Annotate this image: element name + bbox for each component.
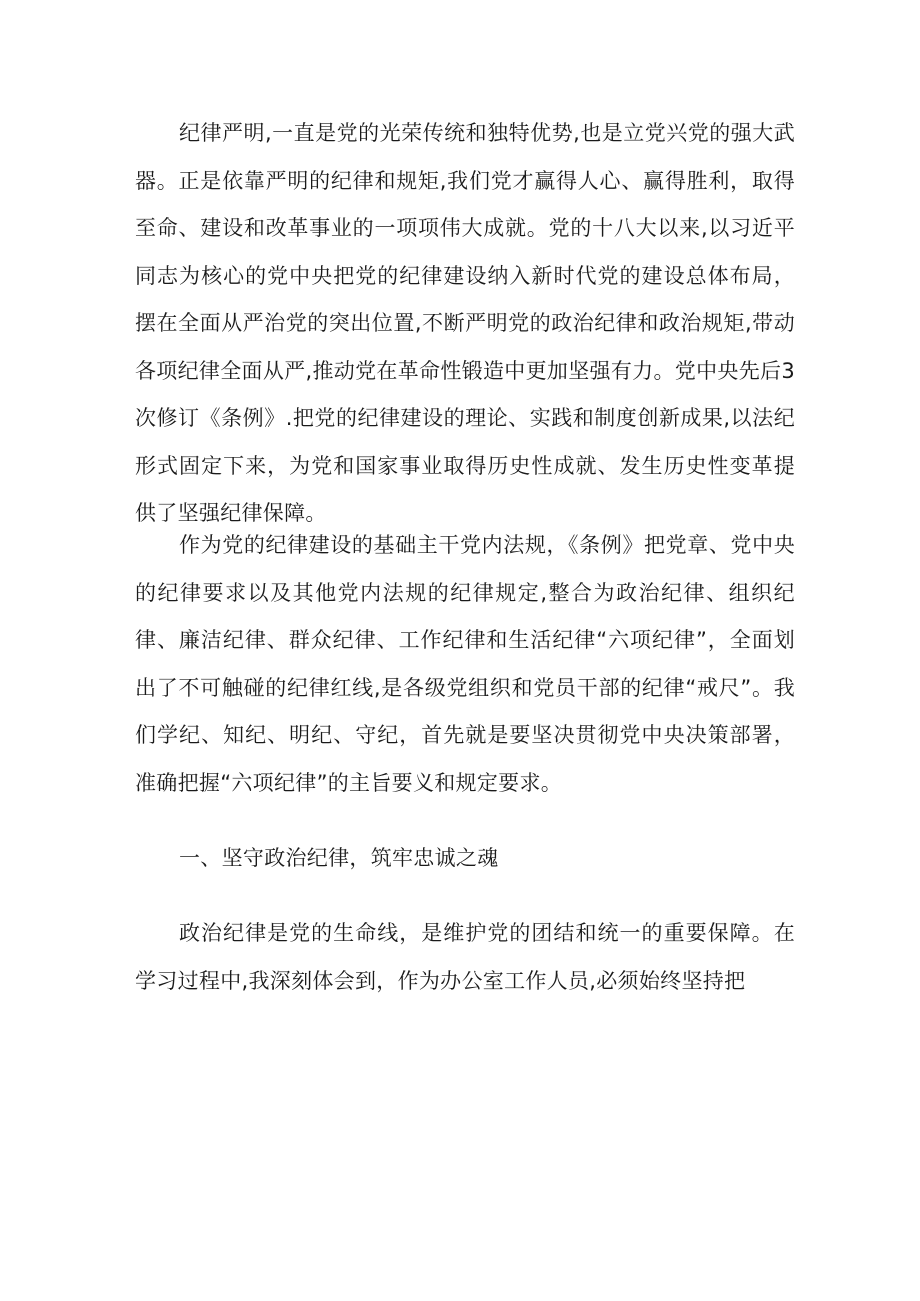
paragraph-discipline-tradition: 纪律严明,一直是党的光荣传统和独特优势,也是立党兴党的强大武器。正是依靠严明的纪律和规矩,我们党才赢得人心、赢得胜利，取得至命、建设和改革事业的一项项伟大成就。党的十八大以来,以习近平同志为核心的党中央把党的纪律建设纳入新时代党的建设总体布局，摆在全面从严治党的突出位置,不断严明党的政治纪律和政治规矩,带动各项纪律全面从严,推动党在革命性锻造中更加坚强有力。党中央先后3次修订《条例》.把党的纪律建设的理论、实践和制度创新成果,以法纪形式固定下来，为党和国家事业取得历史性成就、发生历史性变革提供了坚强纪律保障。 [135, 121, 795, 525]
paragraph-regulations-six-disciplines: 作为党的纪律建设的基础主干党内法规，《条例》把党章、党中央的纪律要求以及其他党内法规的纪律规定,整合为政治纪律、组织纪律、廉洁纪律、群众纪律、工作纪律和生活纪律“六项纪律”，全面划出了不可触碰的纪律红线,是各级党组织和党员干部的纪律“戒尺”。我们学纪、知纪、明纪、守纪，首先就是要坚决贯彻党中央决策部署，准确把握“六项纪律”的主旨要义和规定要求。 [135, 533, 795, 795]
section-heading: 一、坚守政治纪律，筑牢忠诚之魂 [179, 846, 499, 870]
paragraph-political-discipline: 政治纪律是党的生命线，是维护党的团结和统一的重要保障。在学习过程中,我深刻体会到，作为办公室工作人员,必须始终坚持把 [135, 921, 795, 993]
